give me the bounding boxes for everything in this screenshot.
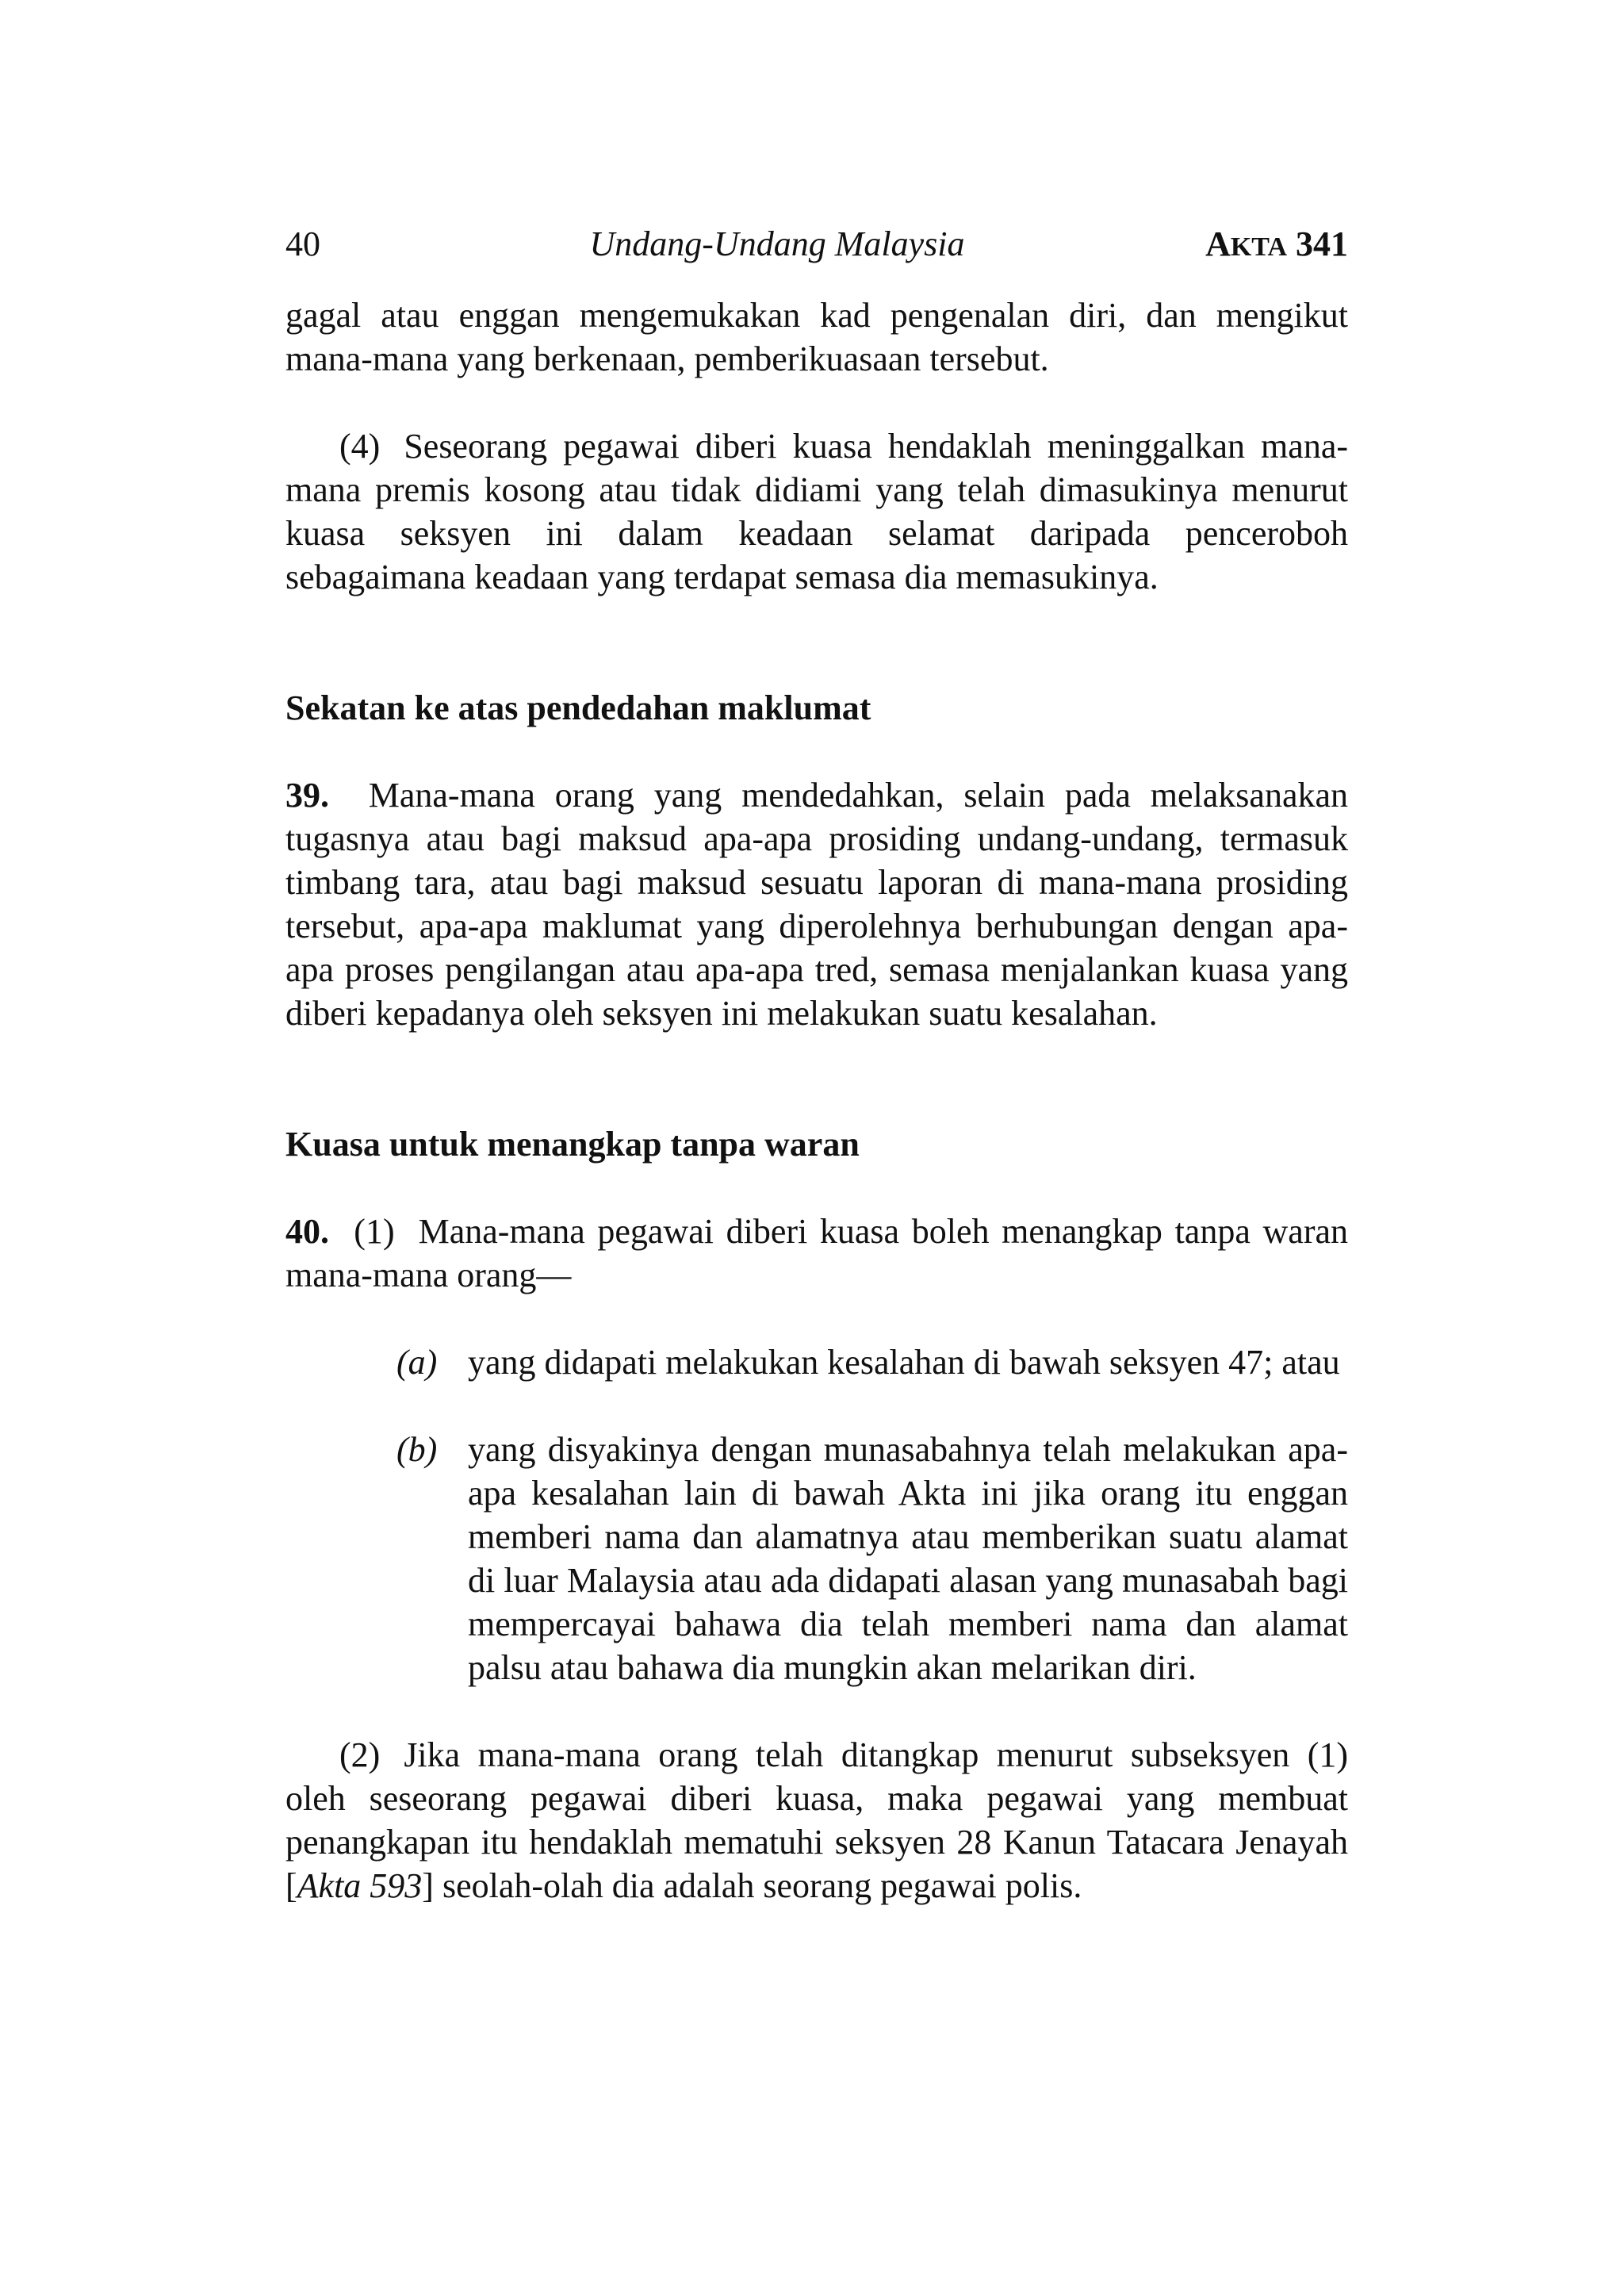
section-40-sub2-text-after: ] seolah-olah dia adalah seorang pegawai polis.	[422, 1866, 1082, 1905]
section-40-sub2-number: (2)	[339, 1735, 381, 1774]
item-a-text: yang didapati melakukan kesalahan di bawah seksyen 47; atau	[468, 1343, 1340, 1382]
subsection-4	[285, 424, 1348, 599]
continuation-paragraph: gagal atau enggan mengemukakan kad pengenalan diri, dan mengikut mana-mana yang berkenaan, pemberikuasaan tersebut.	[285, 296, 1348, 378]
section-40-sub1-number: (1)	[354, 1212, 395, 1251]
list-item-b	[396, 1428, 1348, 1689]
item-a-label: (a)	[396, 1343, 438, 1382]
act-label	[1142, 222, 1348, 269]
subsection-4-number: (4)	[339, 427, 381, 466]
item-b-text: yang disyakinya dengan munasabahnya telah melakukan apa-apa kesalahan lain di bawah Akta ini jika orang itu enggan memberi nama dan alamatnya atau memberikan suatu alamat di luar Malaysia atau ada didapati alasan yang munasabah bagi mempercayai bahawa dia telah memberi nama dan alamat palsu atau bahawa dia mungkin akan melarikan diri.	[468, 1430, 1348, 1687]
section-40-sub1-text: Mana-mana pegawai diberi kuasa boleh menangkap tanpa waran mana-mana orang—	[285, 1212, 1348, 1294]
section-40-subsection-1	[285, 1210, 1348, 1297]
section-40-heading: Kuasa untuk menangkap tanpa waran	[285, 1125, 860, 1164]
section-39-paragraph	[285, 773, 1348, 1035]
section-40-number: 40.	[285, 1212, 329, 1251]
page-header	[285, 222, 1348, 278]
section-39-number: 39.	[285, 776, 329, 815]
section-39-heading: Sekatan ke atas pendedahan maklumat	[285, 688, 871, 727]
page-number: 40	[285, 224, 320, 263]
act-593-reference: Akta 593	[297, 1866, 423, 1905]
section-40-subsection-2	[285, 1733, 1348, 1908]
subsection-4-text: Seseorang pegawai diberi kuasa hendaklah meninggalkan mana-mana premis kosong atau tidak didiami yang telah dimasukinya menurut kuasa seksyen ini dalam keadaan selamat daripada penceroboh sebagaimana keadaan yang terdapat semasa dia memasukinya.	[285, 427, 1348, 596]
item-b-label: (b)	[396, 1430, 438, 1469]
act-label-initial: A	[1205, 224, 1231, 263]
act-label-smallcaps: KTA	[1230, 232, 1287, 262]
section-39-text: Mana-mana orang yang mendedahkan, selain pada melaksanakan tugasnya atau bagi maksud apa-apa prosiding undang-undang, termasuk timbang tara, atau bagi maksud sesuatu laporan di mana-mana prosiding tersebut, apa-apa maklumat yang diperolehnya berhubungan dengan apa-apa proses pengilangan atau apa-apa tred, semasa menjalankan kuasa yang diberi kepadanya oleh seksyen ini melakukan suatu kesalahan.	[285, 776, 1349, 1033]
list-item-a	[396, 1340, 1348, 1384]
section-40-sub2-text-before: Jika mana-mana orang telah ditangkap menurut subseksyen (1) oleh seseorang pegawai diberi kuasa, maka pegawai yang membuat penangkapan itu hendaklah mematuhi seksyen 28 Kanun Tatacara Jenayah [	[285, 1735, 1348, 1905]
running-title: Undang-Undang Malaysia	[589, 224, 965, 263]
act-label-number: 341	[1287, 224, 1348, 263]
document-page	[285, 222, 1348, 1908]
